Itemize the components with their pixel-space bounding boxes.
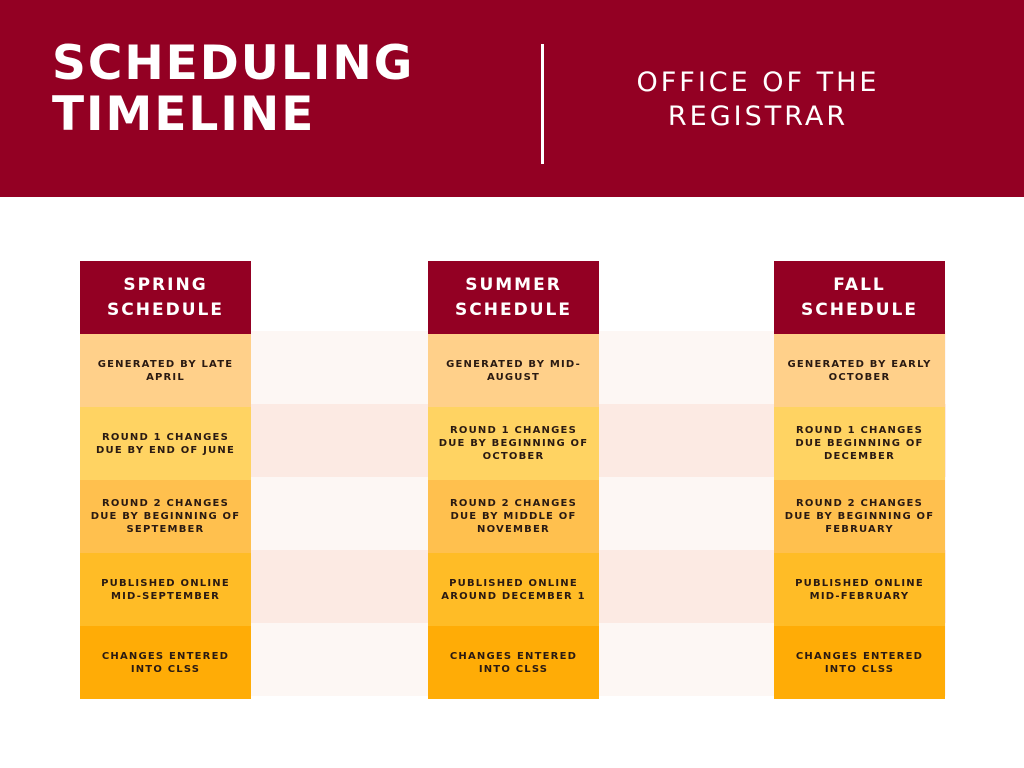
- summer-step-changes-entered: CHANGES ENTERED INTO CLSS: [428, 626, 599, 699]
- spring-step-generated: GENERATED BY LATE APRIL: [80, 334, 251, 407]
- column-header-line-2: SCHEDULE: [107, 299, 224, 320]
- column-header-line-1: FALL: [833, 274, 886, 295]
- header-banner: [0, 0, 1024, 197]
- column-header-line-1: SPRING: [123, 274, 208, 295]
- spring-schedule-column: [80, 261, 251, 699]
- summer-step-round2: ROUND 2 CHANGES DUE BY MIDDLE OF NOVEMBER: [428, 480, 599, 553]
- fall-schedule-header: [774, 261, 945, 334]
- title-line-2: TIMELINE: [52, 87, 316, 142]
- fall-step-generated: GENERATED BY EARLY OCTOBER: [774, 334, 945, 407]
- spring-step-published: PUBLISHED ONLINE MID-SEPTEMBER: [80, 553, 251, 626]
- fall-step-changes-entered: CHANGES ENTERED INTO CLSS: [774, 626, 945, 699]
- spring-step-round2: ROUND 2 CHANGES DUE BY BEGINNING OF SEPTEMBER: [80, 480, 251, 553]
- summer-schedule-header: [428, 261, 599, 334]
- spring-schedule-header: [80, 261, 251, 334]
- office-line-2: REGISTRAR: [667, 101, 849, 132]
- spring-step-changes-entered: CHANGES ENTERED INTO CLSS: [80, 626, 251, 699]
- summer-step-generated: GENERATED BY MID-AUGUST: [428, 334, 599, 407]
- page-title: [52, 38, 414, 140]
- fall-step-round2: ROUND 2 CHANGES DUE BY BEGINNING OF FEBRUARY: [774, 480, 945, 553]
- spring-step-round1: ROUND 1 CHANGES DUE BY END OF JUNE: [80, 407, 251, 480]
- column-header-line-1: SUMMER: [465, 274, 562, 295]
- office-line-1: OFFICE OF THE: [636, 67, 880, 98]
- column-header-line-2: SCHEDULE: [801, 299, 918, 320]
- fall-step-published: PUBLISHED ONLINE MID-FEBRUARY: [774, 553, 945, 626]
- summer-step-round1: ROUND 1 CHANGES DUE BY BEGINNING OF OCTOBER: [428, 407, 599, 480]
- office-name: [608, 66, 908, 134]
- fall-schedule-column: [774, 261, 945, 699]
- header-divider: [541, 44, 544, 164]
- title-line-1: SCHEDULING: [52, 36, 415, 91]
- summer-step-published: PUBLISHED ONLINE AROUND DECEMBER 1: [428, 553, 599, 626]
- fall-step-round1: ROUND 1 CHANGES DUE BEGINNING OF DECEMBER: [774, 407, 945, 480]
- summer-schedule-column: [428, 261, 599, 699]
- column-header-line-2: SCHEDULE: [455, 299, 572, 320]
